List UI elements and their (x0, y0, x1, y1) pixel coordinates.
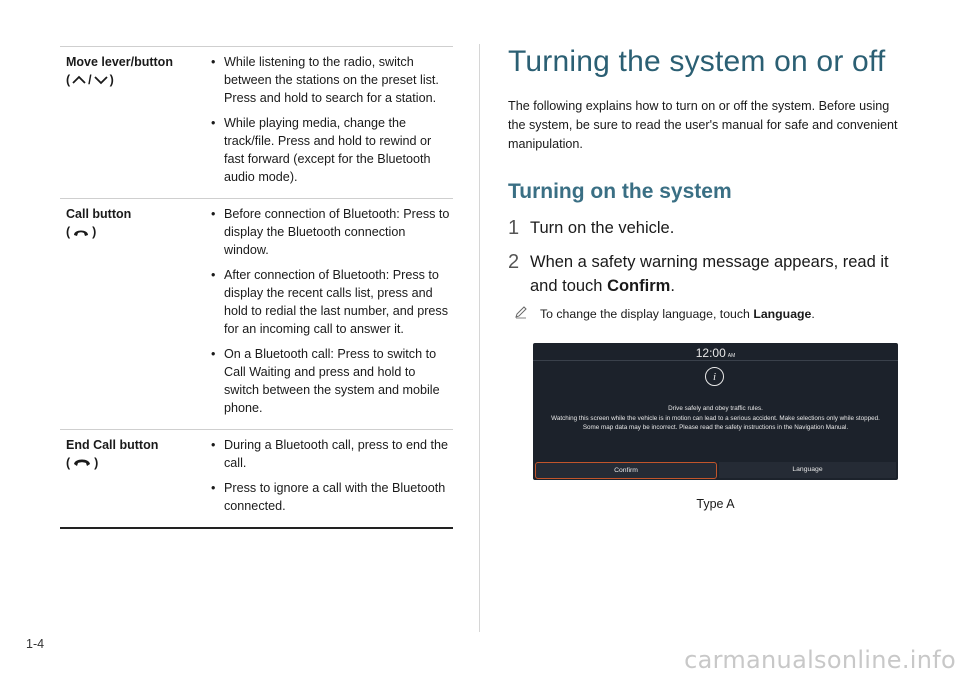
call-button-label: Call button (66, 207, 132, 221)
language-keyword: Language (753, 307, 812, 321)
phone-icon (72, 226, 90, 238)
pencil-icon (514, 305, 540, 323)
table-row (60, 46, 453, 198)
page-title: Turning the system on or off (508, 45, 886, 78)
end-call-icon (72, 457, 92, 469)
note (508, 305, 903, 323)
list-item: • Before connection of Bluetooth: Press to display the Bluetooth connection window. (204, 205, 453, 259)
confirm-button[interactable]: Confirm (535, 462, 717, 479)
move-lever-icons: ( / ) (66, 73, 114, 87)
section-subtitle: Turning on the system (508, 180, 732, 203)
step-text: When a safety warning message appears, read it and touch Confirm. (530, 253, 889, 295)
row-label (60, 436, 204, 515)
safety-warning-screen (533, 343, 898, 480)
row-label (60, 205, 204, 417)
step-number: 1 (508, 217, 520, 239)
chevron-down-icon (94, 75, 108, 85)
table-row (60, 429, 453, 529)
confirm-keyword: Confirm (607, 277, 671, 295)
watermark: carmanualsonline.info (684, 646, 956, 674)
controls-table (60, 46, 453, 529)
step-item (508, 250, 903, 298)
row-description (204, 436, 453, 515)
column-divider (479, 44, 480, 632)
figure-caption: Type A (696, 497, 735, 511)
note-text: To change the display language, touch Language. (540, 307, 815, 321)
step-item (508, 216, 903, 240)
list-item: • While listening to the radio, switch between the stations on the preset list. Press and hold to search for a station. (204, 53, 453, 107)
info-icon: i (705, 367, 724, 386)
end-call-icons: ( ) (66, 456, 99, 470)
language-button[interactable]: Language (719, 462, 896, 478)
list-item: • While playing media, change the track/file. Press and hold to rewind or fast forward (except for the Bluetooth audio mode). (204, 114, 453, 186)
call-button-icons: ( ) (66, 225, 97, 239)
step-text: Turn on the vehicle. (530, 219, 675, 237)
intro-paragraph: The following explains how to turn on or off the system. Before using the system, be sure to read the user's manual for safe and convenient manipulation. (508, 99, 898, 151)
chevron-up-icon (72, 75, 86, 85)
list-item: • Press to ignore a call with the Bluetooth connected. (204, 479, 453, 515)
page-number: 1-4 (26, 637, 45, 651)
row-label (60, 53, 204, 186)
end-call-button-label: End Call button (66, 438, 159, 452)
step-number: 2 (508, 251, 520, 273)
status-bar-divider (533, 360, 898, 361)
list-item: • After connection of Bluetooth: Press to display the recent calls list, press and hold to redial the last number, and press for an incoming call to answer it. (204, 266, 453, 338)
warning-message: Drive safely and obey traffic rules. Watching this screen while the vehicle is in motion can lead to a serious accident. Make selections only while stopped. Some map data may be incorrect. Please read the safety instructions in the Navigation Manual. (551, 405, 880, 431)
move-lever-label: Move lever/button (66, 55, 173, 69)
list-item: • On a Bluetooth call: Press to switch to Call Waiting and press and hold to switch between the system and mobile phone. (204, 345, 453, 417)
row-description (204, 53, 453, 186)
clock: 12:00 AM (695, 346, 736, 360)
table-row (60, 198, 453, 429)
list-item: • During a Bluetooth call, press to end the call. (204, 436, 453, 472)
row-description (204, 205, 453, 417)
main-section (508, 42, 903, 323)
